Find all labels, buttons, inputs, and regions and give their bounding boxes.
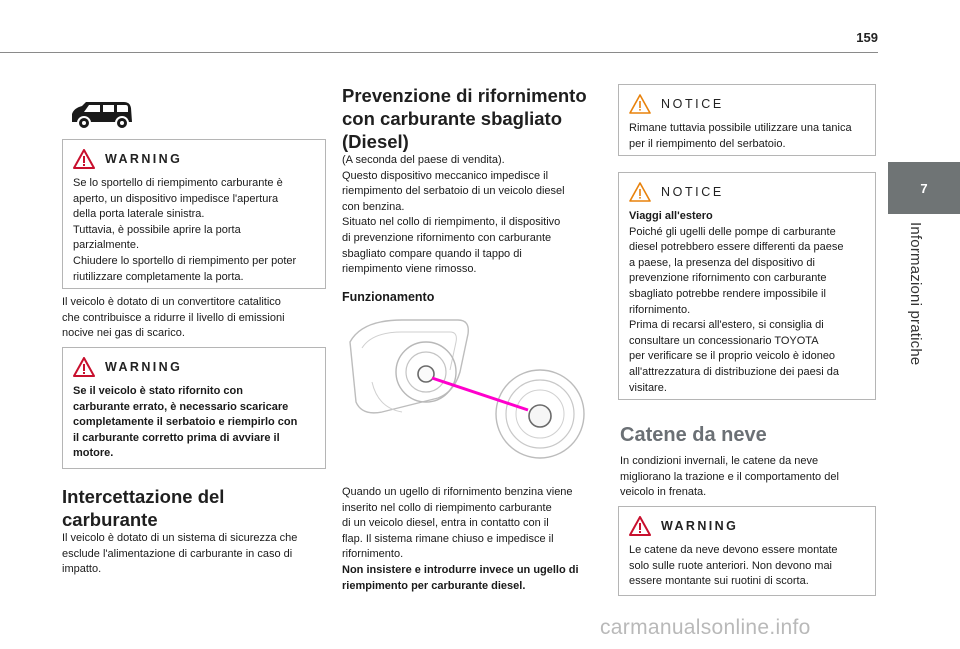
- fuel-cutoff-paragraph: Il veicolo è dotato di un sistema di sicurezza che esclude l'alimentazione di carburante in caso di impatto.: [62, 532, 298, 576]
- warning-triangle-icon: [629, 516, 651, 536]
- warning-title: WARNING: [105, 360, 183, 374]
- filler-neck-illustration: [342, 312, 602, 472]
- warning-box-door: [62, 139, 326, 289]
- header-divider: [0, 52, 878, 53]
- notice-title: NOTICE: [661, 97, 724, 111]
- warning-triangle-icon: [73, 149, 95, 169]
- catalytic-paragraph: Il veicolo è dotato di un convertitore catalitico che contribuisce a ridurre il livello di emissioni nocive nei gas di scarico.: [62, 296, 285, 340]
- section-heading-fuel-cutoff: Intercettazione del carburante: [62, 486, 225, 530]
- notice-text: Rimane tuttavia possibile utilizzare una tanica per il riempimento del serbatoio.: [629, 122, 852, 150]
- warning-box-wrong-fuel: [62, 347, 326, 469]
- warning-title: WARNING: [661, 519, 739, 533]
- page-number: 159: [856, 30, 878, 45]
- watermark: carmanualsonline.info: [600, 616, 811, 639]
- warning-text: Se lo sportello di riempimento carburante è aperto, un dispositivo impedisce l'apertura della porta laterale sinistra. Tuttavia, è possibile aprire la porta parzialmente. Chiudere lo sportello di riempimento per poter riutilizzare completamente la porta.: [73, 177, 297, 283]
- warning-text: Le catene da neve devono essere montate solo sulle ruote anteriori. Non devono mai essere montante sui ruotini di scorta.: [629, 544, 838, 588]
- notice-box-abroad: [618, 172, 876, 400]
- misfuel-intro: (A seconda del paese di vendita). Questo dispositivo meccanico impedisce il riempimento del serbatoio di un veicolo diesel con benzina. Situato nel collo di riempimento, il dispositivo di prevenzione rifornimento con carburante sbagliato compare quando il tappo di riempimento viene rimosso.: [342, 154, 565, 276]
- notice-title: NOTICE: [661, 185, 724, 199]
- warning-triangle-icon: [73, 357, 95, 377]
- subheading-operation: Funzionamento: [342, 290, 435, 304]
- warning-title: WARNING: [105, 152, 183, 166]
- notice-triangle-icon: [629, 94, 651, 114]
- operation-bold-paragraph: Non insistere e introdurre invece un ugello di riempimento per carburante diesel.: [342, 564, 579, 592]
- warning-box-snow-chains: [618, 506, 876, 596]
- notice-box-jerrycan: [618, 84, 876, 156]
- snow-chains-paragraph: In condizioni invernali, le catene da neve migliorano la trazione e il comportamento del veicolo in frenata.: [620, 455, 839, 499]
- chapter-tab[interactable]: 7: [888, 162, 960, 214]
- operation-paragraph: Quando un ugello di rifornimento benzina viene inserito nel collo di riempimento carburante di un veicolo diesel, entra in contatto con il flap. Il sistema rimane chiuso e impedisce il rifornimento.: [342, 486, 573, 561]
- van-icon: [68, 100, 136, 130]
- warning-text: Se il veicolo è stato rifornito con carburante errato, è necessario scaricare completamente il serbatoio e riempirlo con il carburante corretto prima di avviare il motore.: [73, 385, 298, 460]
- section-heading-misfuel: Prevenzione di rifornimento con carburante sbagliato (Diesel): [342, 85, 587, 152]
- notice-text: Poiché gli ugelli delle pompe di carburante diesel potrebbero essere differenti da paese a paese, la presenza del dispositivo di prevenzione rifornimento con carburante sbagliato potrebbe rendere impossibile il rifornimento. Prima di recarsi all'estero, si consiglia di consultare un concessionario TOYOTA per verificare se il proprio veicolo è idoneo all'attrezzatura di distribuzione dei paesi da visitare.: [629, 225, 844, 394]
- notice-subtitle: Viaggi all'estero: [629, 210, 713, 222]
- notice-triangle-icon: [629, 182, 651, 202]
- chapter-label: Informazioni pratiche: [907, 222, 924, 366]
- section-heading-snow-chains: Catene da neve: [620, 424, 767, 446]
